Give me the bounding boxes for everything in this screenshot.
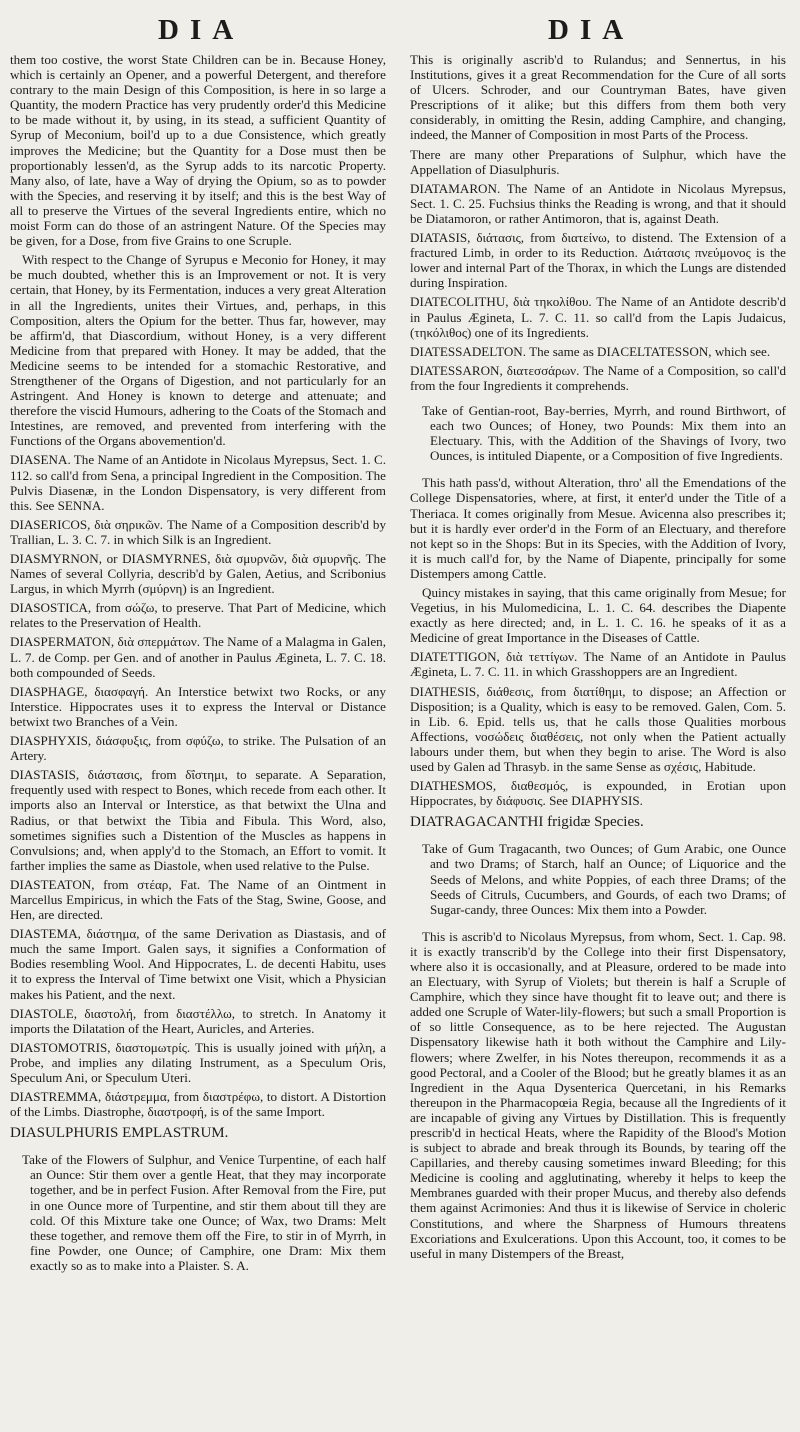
paragraph: them too costive, the worst State Children can be in. Because Honey, which is certainly an Opener, and a powerful Detergent, and therefore contrary to the main Design of this Composition, is here in so large a Quantity, the modern Practice has very prudently order'd this Medicine to be made without it, by using, in its stead, a sufficient Quantity of Syrup of Meconium, boil'd up to a due Consistence, which greatly improves the Medicine; but the Quantity for a Dose must then be proportionably lessen'd, as the Syrup adds to its narcotic Property. Many also, of late, have a Way of drying the Opium, so as to powder with the Species, and reserving it by itself; and this is the best Way of all to preserve the Virtues of the several Ingredients entire, which no moist Form can do those of an astringent Nature. Of the Species may be given, for a Dose, from five Grains to one Scruple. bbox=[10, 52, 386, 249]
paragraph: Quincy mistakes in saying, that this came originally from Mesue; for Vegetius, in his Mulomedicina, L. 1. C. 64. describes the Diapente exactly as here directed; and, in L. 1. C. 16. he speaks of it as a Medicine of great Importance in the Diseases of Cattle. bbox=[410, 585, 786, 646]
right-column bbox=[410, 52, 786, 1285]
left-column bbox=[10, 52, 386, 1285]
text-columns bbox=[10, 52, 790, 1285]
entry-diatettigon: DIATETTIGON, διὰ τεττίγων. The Name of an Antidote in Paulus Ægineta, L. 7. C. 11. in which Grasshoppers are an Ingredient. bbox=[410, 649, 786, 680]
entry-diatasis: DIATASIS, διάτασις, from διατείνω, to distend. The Extension of a fractured Limb, in order to its Reduction. Διάτασις πνεύμονος is the lower and internal Part of the Thorax, in which the Lungs are distended during Inspiration. bbox=[410, 230, 786, 291]
entry-diasphyxis: DIASPHYXIS, διάσφυξις, from σφύζω, to strike. The Pulsation of an Artery. bbox=[10, 733, 386, 764]
paragraph: With respect to the Change of Syrupus e Meconio for Honey, it may be much doubted, whether this is an Improvement or not. It is very certain, that Honey, by its Fermentation, induces a very great Alteration in all the Ingredients, unites their Virtues, and, perhaps, in this Composition, alters the Opium for the better. Thus far, however, may be affirm'd, that Diascordium, without Honey, is a very different Medicine from that prepared with Honey. It may be added, that the Medicine seems to be intended for a stomachic Restorative, and Strengthener of the Organs of Digestion, and not particularly for an Astringent. And Honey is known to deterge and attenuate; and therefore the viscid Humours, adhering to the Coats of the Stomach and Intestines, are removed, and prevented from interfering with the Functions of the Organs abovemention'd. bbox=[10, 252, 386, 449]
recipe-text: Take of the Flowers of Sulphur, and Venice Turpentine, of each half an Ounce: Stir them over a gentle Heat, that they may incorporate together, and be in perfect Fusion. After Removal from the Fire, put in one Ounce more of Turpentine, and stir them about till they are cold. Of this Mixture take one Ounce; of Wax, two Drams: Melt these together, and remove them off the Fire, to stir in of Myrrh, in fine Powder, one Ounce; of Camphire, one Dram: Mix them exactly so as to make into a Plaister. S. A. bbox=[22, 1152, 386, 1273]
heading-diatragacanthi: DIATRAGACANTHI frigidæ Species. bbox=[410, 814, 644, 831]
entry-diathesis: DIATHESIS, διάθεσις, from διατίθημι, to dispose; an Affection or Disposition; is a Quality, which is easy to be removed. Galen, Com. 5. in Lib. 6. Epid. tells us, that he calls those Qualities morbous Affections, νοσώδεις διαθέσεις, not only when the Patient actually labours under them, but when they begin to arise. The Word is also used by Galen ad Thrasyb. in the same Sense as σχέσις, Habitude. bbox=[410, 683, 786, 775]
entry-diastema: DIASTEMA, διάστημα, of the same Derivation as Diastasis, and of much the same Import. Galen says, it signifies a Conformation of Bodies resembling Wool. And Hippocrates, L. de decenti Habitu, uses it to express the Interval of Time betwixt one Visit, which a Physician makes his Patient, and the next. bbox=[10, 926, 386, 1002]
paragraph: There are many other Preparations of Sulphur, which have the Appellation of Diasulphuris. bbox=[410, 146, 786, 177]
running-head-right: DIA bbox=[548, 14, 635, 46]
recipe-block bbox=[410, 403, 786, 463]
entry-diastomotris: DIASTOMOTRIS, διαστομωτρίς. This is usually joined with μήλη, a Probe, and implies any dilating Instrument, as a Speculum Oris, Speculum Ani, or Speculum Uteri. bbox=[10, 1039, 386, 1085]
entry-diastremma: DIASTREMMA, διάστρεμμα, from διαστρέφω, to distort. A Distortion of the Limbs. Diastrophe, διαστροφή, is of the same Import. bbox=[10, 1089, 386, 1120]
recipe-text: Take of Gentian-root, Bay-berries, Myrrh, and round Birthwort, of each two Ounces; of Honey, two Pounds: Mix them into an Electuary. This, with the Addition of the Shavings of Ivory, two Ounces, is intituled Diapente, or a Composition of five Ingredients. bbox=[422, 402, 786, 464]
entry-diasteaton: DIASTEATON, from στέαρ, Fat. The Name of an Ointment in Marcellus Empiricus, in which the Fats of the Stag, Swine, Goose, and Hen, are directed. bbox=[10, 876, 386, 923]
paragraph: This hath pass'd, without Alteration, thro' all the Emendations of the College Dispensatories, where, at first, it enter'd under the Title of a Theriaca. It comes originally from Mesue. Avicenna also prescribes it; but it is hardly ever order'd in the Form of an Electuary, and therefore not kept so in the Shops: But in its Species, with the Addition of Ivory, it is much call'd for, by the Name of Diapente, principally for some Distempers among Cattle. bbox=[410, 475, 786, 581]
entry-diatecolithu: DIATECOLITHU, διὰ τηκολίθου. The Name of an Antidote describ'd in Paulus Ægineta, L. 7. C. 11. so call'd from the Lapis Judaicus, (τηκόλιθος) one of its Ingredients. bbox=[410, 294, 786, 340]
heading-diasulphuris-emplastrum: DIASULPHURIS EMPLASTRUM. bbox=[10, 1125, 229, 1142]
entry-diatessadelton: DIATESSADELTON. The same as DIACELTATESSON, which see. bbox=[410, 343, 771, 359]
recipe-block bbox=[10, 1152, 386, 1273]
entry-diastole: DIASTOLE, διαστολή, from διαστέλλω, to stretch. In Anatomy it imports the Dilatation of the Heart, Auricles, and Arteries. bbox=[10, 1005, 386, 1036]
entry-diaspermaton: DIASPERMATON, διὰ σπερμάτων. The Name of a Malagma in Galen, L. 7. de Comp. per Gen. and of another in Paulus Ægineta, L. 7. C. 18. both compounded of Seeds. bbox=[10, 634, 386, 680]
running-head-left: DIA bbox=[158, 14, 245, 46]
entry-diathesmos: DIATHESMOS, διαθεσμός, is expounded, in Erotian upon Hippocrates, by διάφυσις. See DIAPHYSIS. bbox=[410, 778, 786, 809]
entry-diastasis: DIASTASIS, διάστασις, from δΐστημι, to separate. A Separation, frequently used with respect to Bones, which recede from each other. It imports also an Interval or Interstice, as that betwixt the Ulna and Radius, or that betwixt the Tibia and Fibula. This Word, also, sometimes signifies such a Distention of the Muscles as happens in Convulsions; and, when apply'd to the Stomach, an Effort to vomit. It farther implies the same as Diastole, when used relative to the Pulse. bbox=[10, 767, 386, 873]
recipe-text: Take of Gum Tragacanth, two Ounces; of Gum Arabic, one Ounce and two Drams; of Starch, half an Ounce; of Liquorice and the Seeds of Melons, and white Poppies, of each three Drams; of the Seeds of Citruls, Cucumbers, and Gourds, of each two Drams; of Sugar-candy, three Ounces: Mix them into a Powder. bbox=[422, 841, 786, 917]
entry-diasena: DIASENA. The Name of an Antidote in Nicolaus Myrepsus, Sect. 1. C. 112. so call'd from Sena, a principal Ingredient in the Composition. The Pulvis Diasenæ, in the London Dispensatory, is very different from this. See SENNA. bbox=[10, 452, 386, 513]
recipe-block bbox=[410, 841, 786, 916]
paragraph: This is originally ascrib'd to Rulandus; and Sennertus, in his Institutions, gives it a great Recommendation for the Cure of all sorts of Ulcers. Schroder, and our Countryman Bates, have given Prescriptions of it alike; but this differs from them both very considerably, in omitting the Resin, adding Camphire, and changing, indeed, the Manner of Composition in most Parts of the Process. bbox=[410, 52, 786, 143]
entry-diasphage: DIASPHAGE, διασφαγή. An Interstice betwixt two Rocks, or any Interstice. Hippocrates uses it to express the Interval or Distance betwixt two Branches of a Vein. bbox=[10, 683, 386, 729]
entry-diatamaron: DIATAMARON. The Name of an Antidote in Nicolaus Myrepsus, Sect. 1. C. 25. Fuchsius thinks the Reading is wrong, and that it should be Diatamoron, or rather Antimoron, that is, against Death. bbox=[410, 180, 786, 226]
entry-diasericos: DIASERICOS, διὰ σηρικῶν. The Name of a Composition describ'd by Trallian, L. 3. C. 7. in which Silk is an Ingredient. bbox=[10, 516, 386, 547]
running-heads bbox=[10, 0, 790, 52]
entry-diasostica: DIASOSTICA, from σώζω, to preserve. That Part of Medicine, which relates to the Preservation of Health. bbox=[10, 600, 386, 631]
paragraph: This is ascrib'd to Nicolaus Myrepsus, from whom, Sect. 1. Cap. 98. it is exactly transcrib'd by the College into their first Dispensatory, where also it is occasionally, and at Pleasure, ordered to be made into an Electuary, with Syrup of Violets; but therein is half a Scruple of Camphire, which they since have thought fit to leave out; and there is added one Scruple of Water-lily-flowers; but such a small Proportion is of so little Consequence, as to be here rejected. The Augustan Dispensatory likewise hath it both without the Camphire and Lily-flowers; where Zwelfer, in his Notes thereupon, recommends it as a good Pectoral, and a Cooler of the Blood; but he greatly blames it as an Ingredient in the Aqua Dysenterica Quercetani, in his Remarks thereupon in the Pharmacopœia Regia, because all the Ingredients of it are incapable of giving any Virtues by Distillation. This is frequently prescrib'd in hectical Heats, where the Rapidity of the Blood's Motion is subject to abrade and break through its Bounds, by tearing off the Capillaries, and thereby causing sometimes inward Bleeding; for this Medicine is cooling and agglutinating, whereby it helps to keep the Membranes guarded with their proper Mucus, and thereby also defends them against Acrimonies: And thus it is likewise of Service in choleric Constitutions, and where the Sharpness of Humours threatens Excoriations and Exulcerations. Upon this Account, too, it comes to be useful in many Distempers of the Breast, bbox=[410, 928, 786, 1261]
entry-diasmyrnon: DIASMYRNON, or DIASMYRNES, διὰ σμυρνῶν, διὰ σμυρνῆς. The Names of several Collyria, describ'd by Galen, Aetius, and Scribonius Largus, in which Myrrh (σμύρνη) is an Ingredient. bbox=[10, 551, 386, 597]
entry-diatessaron: DIATESSARON, διατεσσάρων. The Name of a Composition, so call'd from the four Ingredients it comprehends. bbox=[410, 362, 786, 393]
